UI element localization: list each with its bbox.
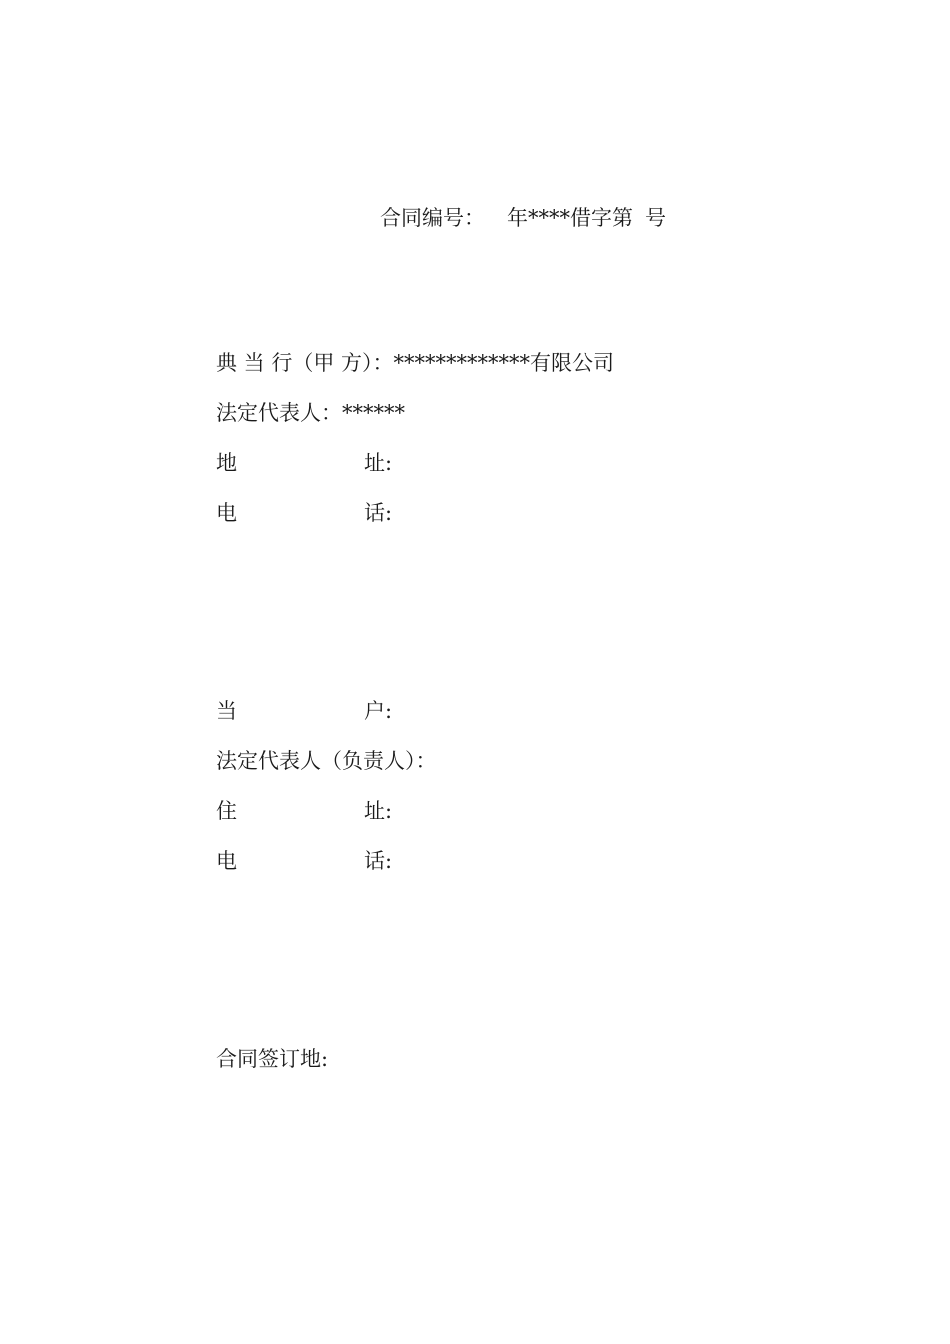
contract-number-year: 年****借字第 — [507, 206, 633, 230]
party-b-phone-row — [216, 848, 456, 874]
signing-place-label: 合同签订地: — [216, 1047, 329, 1071]
party-b-rep-label: 法定代表人（负责人）： — [216, 749, 437, 773]
party-b-phone-label-left: 电 — [216, 849, 237, 873]
party-b-name-row — [216, 698, 456, 724]
party-a-name-label: 典 当 行（甲 方）： — [216, 351, 394, 375]
party-a-rep-row — [216, 400, 405, 426]
party-a-address-row — [216, 450, 456, 476]
contract-number — [380, 205, 666, 231]
party-a-name-value: *************有限公司 — [393, 351, 615, 375]
party-a-rep-value: ****** — [342, 401, 405, 425]
party-a-address-label-left: 地 — [216, 451, 237, 475]
party-b-phone-label-right: 话: — [364, 849, 393, 873]
party-a-phone-label-right: 话: — [364, 501, 393, 525]
party-b-address-label-left: 住 — [216, 799, 237, 823]
contract-number-suffix: 号 — [645, 206, 666, 230]
party-a-name-row — [216, 350, 614, 376]
party-a-phone-label-left: 电 — [216, 501, 237, 525]
party-b-name-label-left: 当 — [216, 699, 237, 723]
party-a-address-label-right: 址: — [364, 451, 393, 475]
party-b-rep-row — [216, 748, 437, 774]
party-b-name-label-right: 户: — [364, 699, 393, 723]
party-b-address-row — [216, 798, 456, 824]
contract-number-label: 合同编号： — [380, 206, 485, 230]
party-a-rep-label: 法定代表人： — [216, 401, 342, 425]
party-a-phone-row — [216, 500, 456, 526]
party-b-address-label-right: 址: — [364, 799, 393, 823]
signing-place-row — [216, 1046, 328, 1072]
